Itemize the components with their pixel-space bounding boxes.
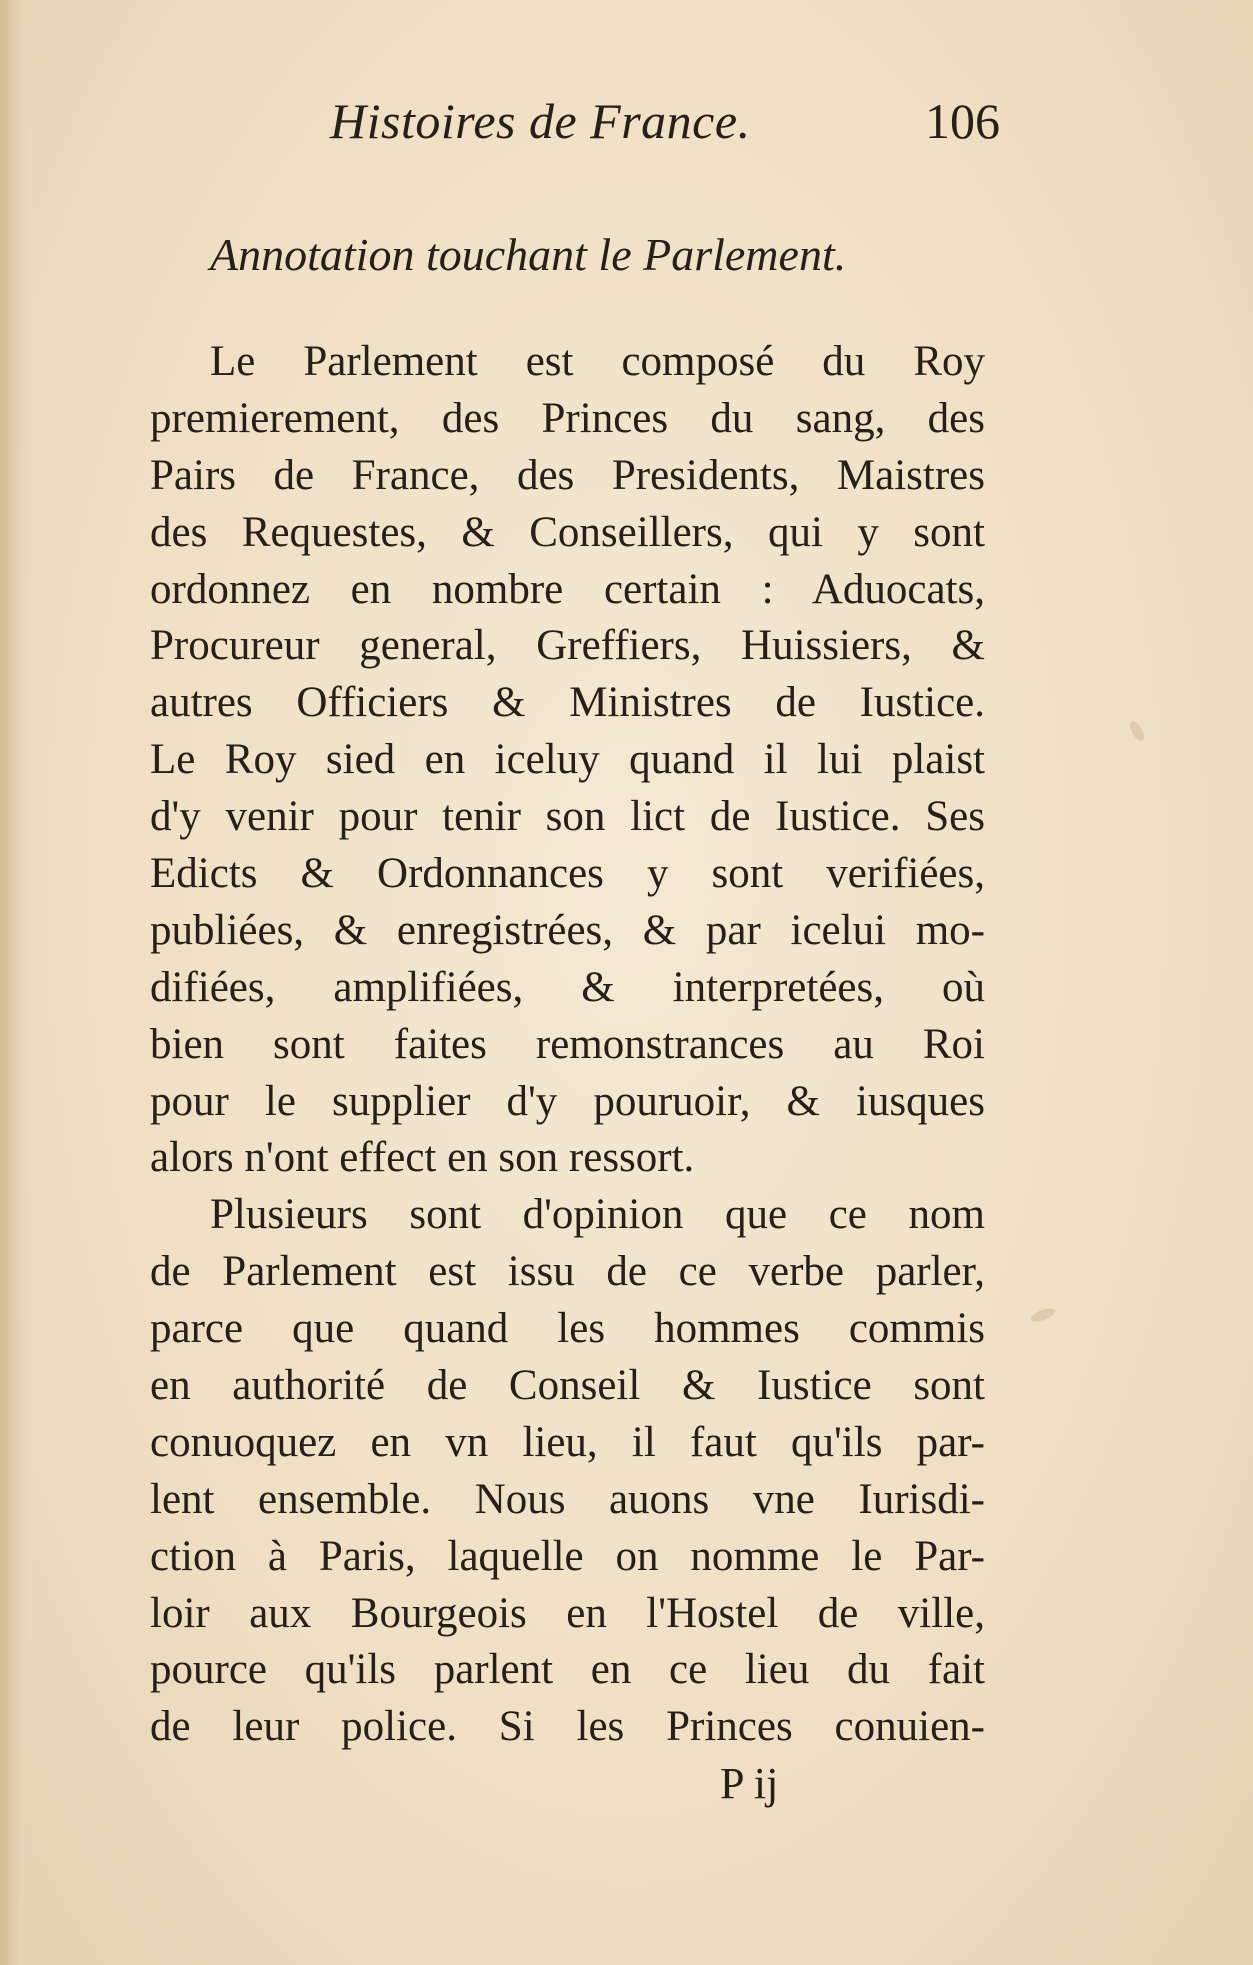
text-line: d'y venir pour tenir son lict de Iustice. Ses (150, 793, 985, 841)
section-title: Annotation touchant le Parlement. (210, 229, 847, 280)
running-title: Histoires de France. (330, 93, 751, 149)
text-line: bien sont faites remonstrances au Roi (150, 1020, 985, 1068)
text-line: Le Roy sied en iceluy quand il lui plaist (150, 736, 985, 784)
text-line: Le Parlement est composé du Roy (210, 338, 985, 385)
text-line: conuoquez en vn lieu, il faut qu'ils par- (150, 1418, 985, 1466)
text-line: parce que quand les hommes commis (150, 1305, 985, 1353)
signature-mark: P ij (720, 1759, 779, 1808)
ink-stain (1127, 719, 1147, 743)
text-line: pour le supplier d'y pouruoir, & iusques (150, 1077, 985, 1125)
body-text (150, 334, 985, 1756)
text-line: des Requestes, & Conseillers, qui y sont (150, 508, 985, 556)
page-number: 106 (925, 93, 1000, 149)
page-gutter-edge (0, 0, 30, 1965)
text-line: Pairs de France, des Presidents, Maistres (150, 451, 985, 499)
text-line: lent ensemble. Nous auons vne Iurisdi- (150, 1475, 985, 1523)
text-line: pource qu'ils parlent en ce lieu du fait (150, 1646, 985, 1694)
text-line: loir aux Bourgeois en l'Hostel de ville, (150, 1589, 985, 1637)
text-line: difiées, amplifiées, & interpretées, où (150, 963, 985, 1011)
text-line: de leur police. Si les Princes conuien- (150, 1703, 985, 1751)
ink-stain (1029, 1306, 1057, 1324)
text-line: ordonnez en nombre certain : Aduocats, (150, 565, 985, 613)
text-line: Edicts & Ordonnances y sont verifiées, (150, 850, 985, 898)
text-line: de Parlement est issu de ce verbe parler, (150, 1248, 985, 1296)
text-line: Plusieurs sont d'opinion que ce nom (210, 1191, 985, 1239)
text-line: alors n'ont effect en son ressort. (150, 1134, 695, 1182)
text-line: en authorité de Conseil & Iustice sont (150, 1362, 985, 1410)
text-line: publiées, & enregistrées, & par icelui mo- (150, 906, 985, 954)
page-header (330, 92, 1000, 172)
text-line: ction à Paris, laquelle on nomme le Par- (150, 1532, 985, 1580)
text-line: autres Officiers & Ministres de Iustice. (150, 679, 985, 727)
text-line: premierement, des Princes du sang, des (150, 394, 985, 442)
text-line: Procureur general, Greffiers, Huissiers, & (150, 622, 985, 670)
